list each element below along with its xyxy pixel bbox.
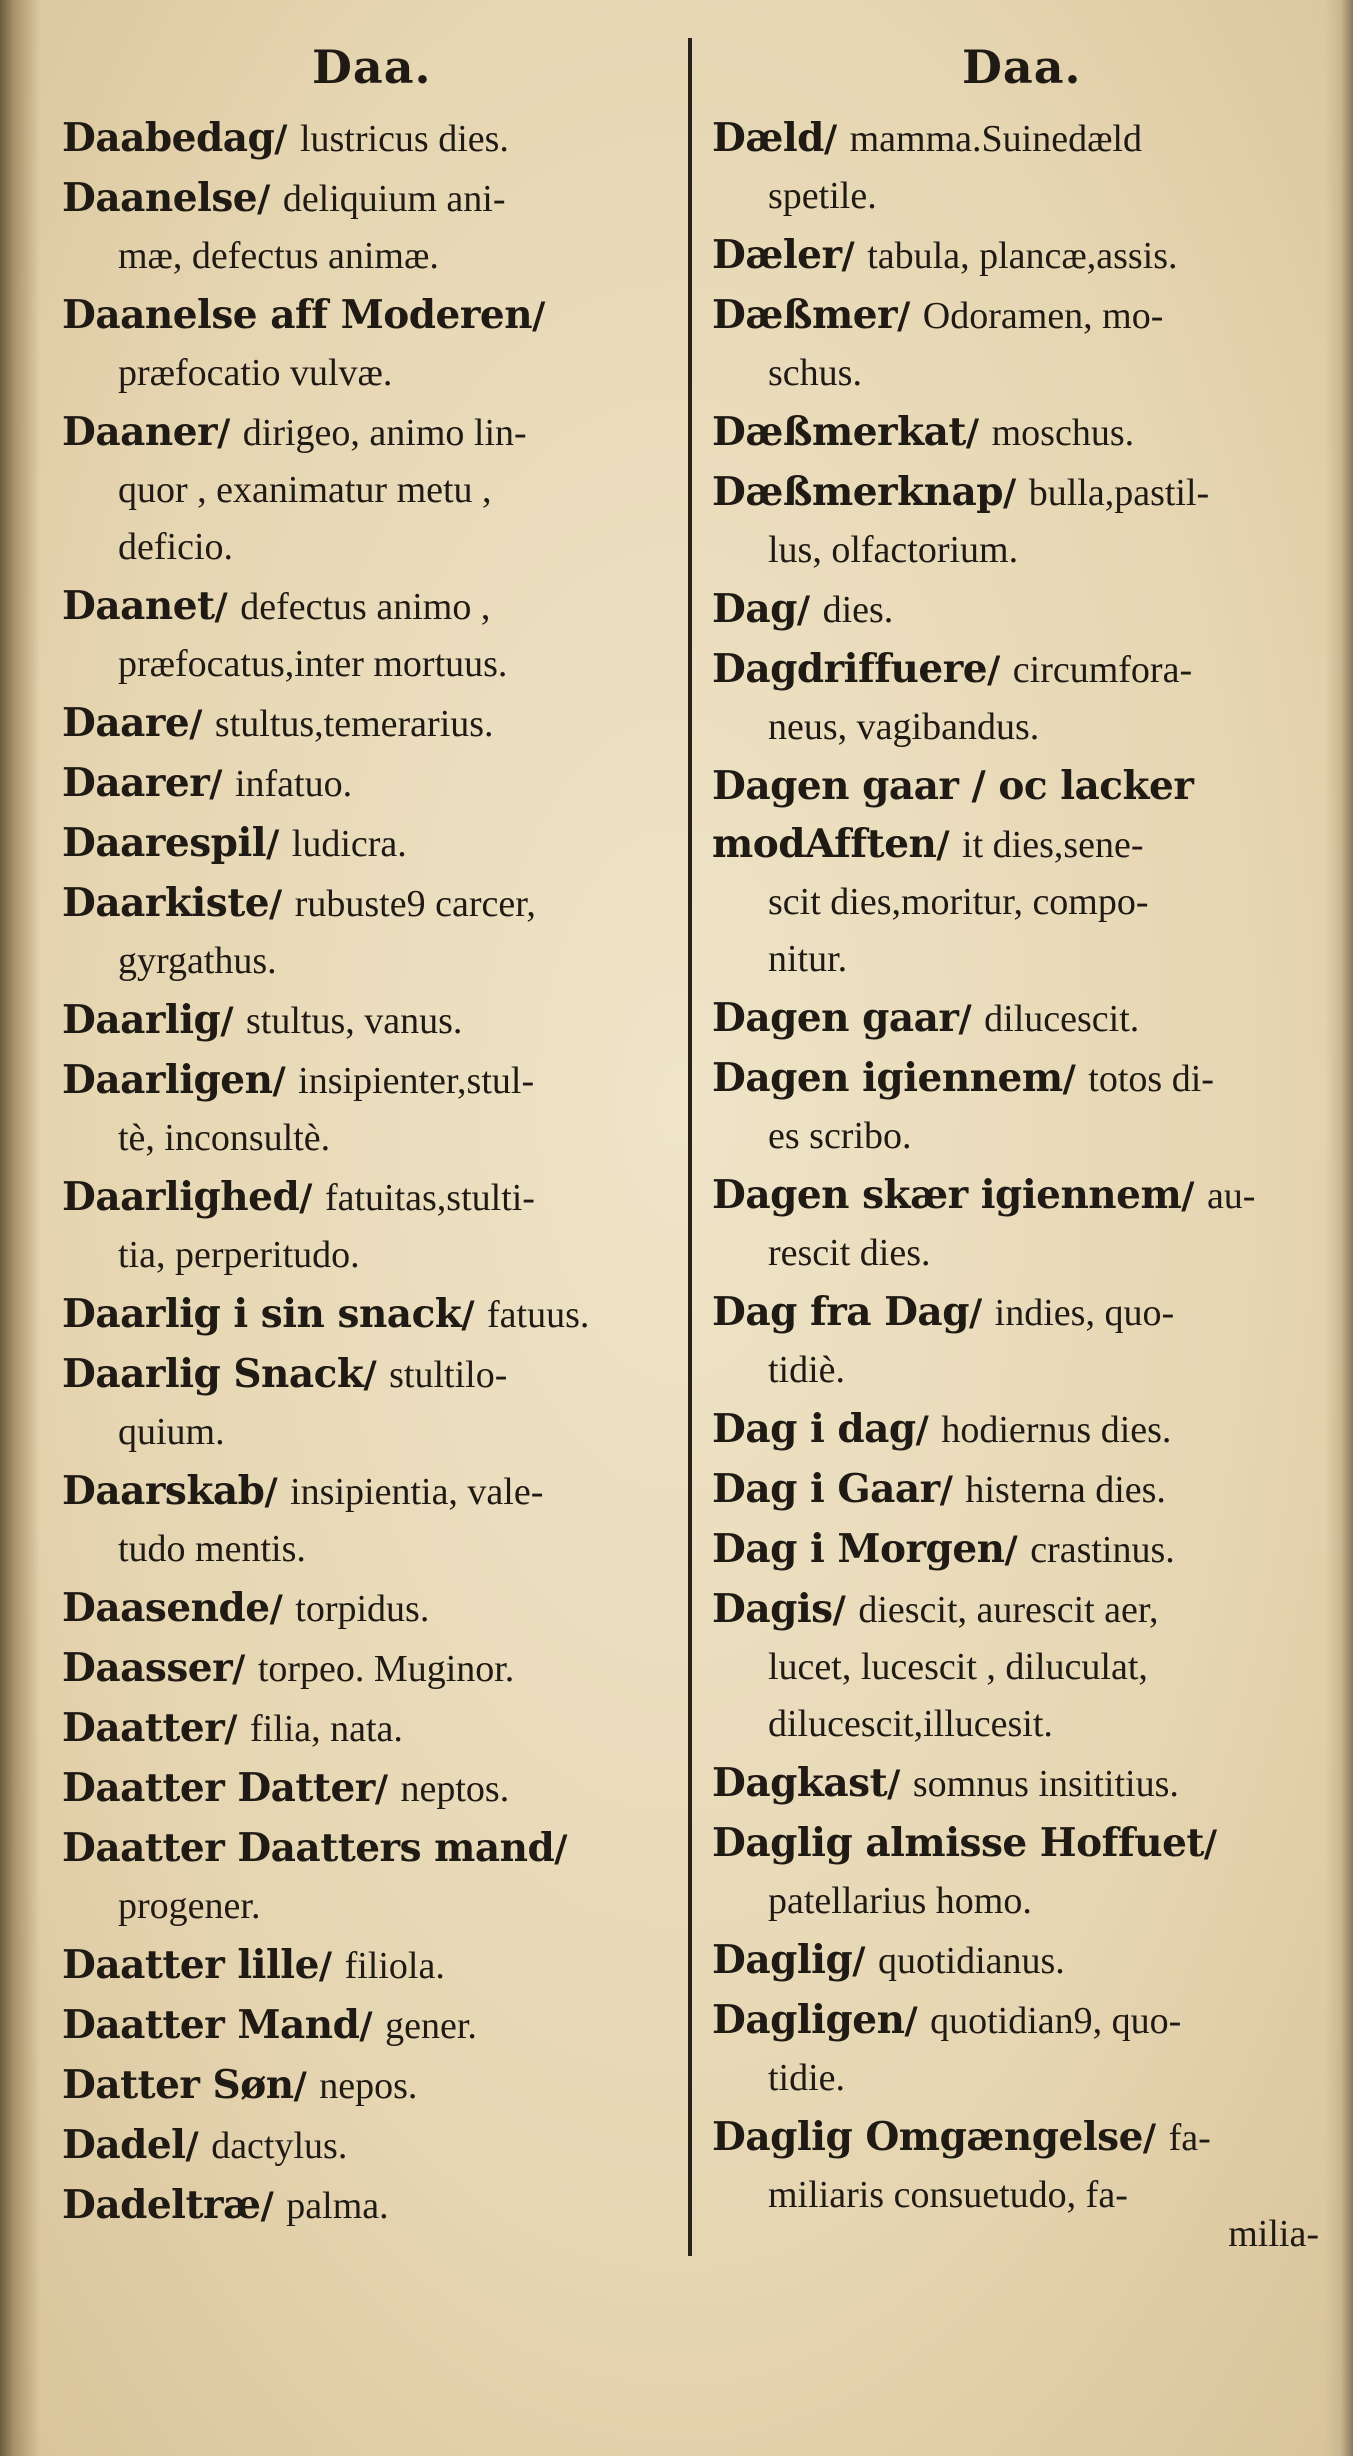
entry-gloss-continuation: rescit dies. xyxy=(768,1232,931,1274)
dictionary-entry xyxy=(62,875,678,990)
entry-headword: Dæßmerkat xyxy=(712,409,966,455)
dictionary-entry xyxy=(712,758,1322,988)
dictionary-entry xyxy=(62,1580,678,1638)
entry-gloss: lustricus dies. xyxy=(299,118,509,160)
entry-separator: / xyxy=(1203,1823,1218,1865)
dictionary-entry xyxy=(712,641,1322,756)
entry-first-line xyxy=(62,815,678,873)
entry-first-line xyxy=(712,1167,1322,1225)
entry-first-line xyxy=(712,990,1322,1048)
entry-gloss: totos di- xyxy=(1088,1058,1214,1100)
entry-separator: / xyxy=(274,118,300,160)
entry-headword: Daaner xyxy=(62,409,218,455)
entry-gloss: quotidianus. xyxy=(877,1940,1065,1982)
entry-gloss-continuation: præfocatus,inter mortuus. xyxy=(118,643,508,685)
catchword: milia- xyxy=(1228,2213,1319,2255)
running-head-left: Daa. xyxy=(312,40,432,94)
entry-separator: / xyxy=(220,1000,246,1042)
entry-headword: Dagen skær igiennem xyxy=(712,1172,1182,1218)
entry-headword: Dadel xyxy=(62,2122,186,2168)
entry-first-line xyxy=(712,1284,1322,1342)
entry-first-line xyxy=(712,404,1322,462)
dictionary-entry xyxy=(712,1581,1322,1753)
entry-gloss: filiola. xyxy=(344,1945,445,1987)
dictionary-entry xyxy=(62,815,678,873)
entry-gloss: defectus animo , xyxy=(240,586,491,628)
dictionary-entry xyxy=(712,464,1322,579)
entry-first-line xyxy=(62,1937,678,1995)
entry-separator: / xyxy=(1062,1058,1089,1100)
entry-headword: Dagis xyxy=(712,1586,833,1632)
entry-first-line xyxy=(712,1521,1322,1579)
dictionary-entry xyxy=(62,1346,678,1461)
entry-headword: Daarer xyxy=(62,760,210,806)
entry-headword: Daare xyxy=(62,700,190,746)
dictionary-entry xyxy=(62,578,678,693)
entry-headword: Dagen igiennem xyxy=(712,1055,1063,1101)
entry-gloss-continuation: schus. xyxy=(768,352,862,394)
entry-headword: Dag i Gaar xyxy=(712,1466,940,1512)
dictionary-entry xyxy=(712,1815,1322,1930)
page-edge xyxy=(1325,0,1353,2456)
entry-first-line xyxy=(62,695,678,753)
entry-separator: / xyxy=(293,2065,320,2107)
dictionary-entry xyxy=(62,1760,678,1818)
dictionary-entry xyxy=(62,1286,678,1344)
entry-gloss: dilucescit. xyxy=(984,998,1140,1040)
entry-first-line xyxy=(712,1461,1322,1519)
entry-gloss: stultus,temerarius. xyxy=(214,703,494,745)
entry-separator: / xyxy=(832,1589,859,1631)
entry-separator: / xyxy=(214,586,241,628)
entry-separator: / xyxy=(260,2185,287,2227)
entry-headword: Daanelse aff Moderen xyxy=(62,292,533,338)
entry-separator: / xyxy=(257,178,283,220)
dictionary-entry xyxy=(62,2057,678,2115)
entry-gloss: gener. xyxy=(385,2005,477,2047)
entry-separator: / xyxy=(1181,1175,1207,1217)
entry-gloss: au- xyxy=(1206,1175,1256,1217)
dictionary-entry xyxy=(62,2177,678,2235)
entry-first-line xyxy=(62,1286,678,1344)
entry-gloss: insipienter,stul- xyxy=(298,1060,535,1102)
entry-headword: Daasende xyxy=(62,1585,270,1631)
entry-gloss: histerna dies. xyxy=(965,1469,1166,1511)
entry-gloss: dactylus. xyxy=(211,2125,348,2167)
entry-gloss-continuation: tia, perperitudo. xyxy=(118,1234,360,1276)
dictionary-entry xyxy=(62,1640,678,1698)
dictionary-entry xyxy=(712,404,1322,462)
dictionary-entry xyxy=(62,992,678,1050)
entry-gloss: neptos. xyxy=(400,1768,510,1810)
dictionary-entry xyxy=(712,1167,1322,1282)
entry-gloss-continuation: tidiè. xyxy=(768,1349,846,1391)
entry-headword: Dæler xyxy=(712,232,842,278)
dictionary-entry xyxy=(62,1463,678,1578)
entry-headword: Dag xyxy=(712,586,797,632)
entry-headword: Dagdriffuere xyxy=(712,646,988,692)
entry-gloss-continuation: spetile. xyxy=(768,175,877,217)
entry-separator: / xyxy=(272,1060,299,1102)
entry-gloss-continuation: præfocatio vulvæ. xyxy=(118,352,393,394)
entry-headword: Daanet xyxy=(62,583,215,629)
entry-gloss: quotidian9, quo- xyxy=(930,2000,1182,2042)
entry-first-line xyxy=(62,287,678,345)
entry-gloss-continuation: miliaris consuetudo, fa- xyxy=(768,2174,1128,2216)
entry-first-line xyxy=(712,1581,1322,1639)
entry-headword: Daarlighed xyxy=(62,1174,300,1220)
entry-first-line xyxy=(62,992,678,1050)
dictionary-entry xyxy=(712,1401,1322,1459)
entry-first-line xyxy=(712,581,1322,639)
entry-separator: / xyxy=(299,1177,325,1219)
entry-separator: / xyxy=(189,703,215,745)
entry-first-line xyxy=(712,641,1322,699)
entry-gloss-continuation: tudo mentis. xyxy=(118,1528,306,1570)
entry-headword: Daatter xyxy=(62,1705,225,1751)
running-head-right: Daa. xyxy=(962,40,1082,94)
entry-gloss: indies, quo- xyxy=(994,1292,1175,1334)
entry-separator: / xyxy=(532,295,546,337)
entry-headword: Dæßmerknap xyxy=(712,469,1004,515)
dictionary-entry xyxy=(712,287,1322,402)
dictionary-entry xyxy=(712,1932,1322,1990)
entry-gloss-continuation: quium. xyxy=(118,1411,225,1453)
dictionary-entry xyxy=(62,755,678,813)
entry-gloss-continuation: tè, inconsultè. xyxy=(118,1117,331,1159)
entry-gloss: fatuitas,stulti- xyxy=(324,1177,535,1219)
dictionary-entry xyxy=(62,1169,678,1284)
entry-gloss: moschus. xyxy=(991,412,1135,454)
entry-first-line xyxy=(712,1401,1322,1459)
entry-gloss: torpeo. Muginor. xyxy=(257,1648,515,1690)
entry-gloss: circumfora- xyxy=(1012,649,1193,691)
entry-separator: / xyxy=(264,1471,291,1513)
entry-first-line xyxy=(62,1640,678,1698)
entry-first-line xyxy=(62,1463,678,1521)
entry-separator: / xyxy=(461,1294,488,1336)
entry-headword: Daglig xyxy=(712,1937,853,1983)
entry-first-line xyxy=(62,1760,678,1818)
entry-separator: / xyxy=(904,2000,931,2042)
entry-gloss-continuation: nitur. xyxy=(768,938,848,980)
dictionary-entry xyxy=(62,287,678,402)
entry-separator: / xyxy=(936,824,963,866)
dictionary-entry xyxy=(62,2117,678,2175)
entry-headword: Daarlig i sin snack xyxy=(62,1291,462,1337)
entry-gloss-continuation: mæ, defectus animæ. xyxy=(118,235,439,277)
entry-first-line xyxy=(62,578,678,636)
entry-headword: Dagkast xyxy=(712,1760,888,1806)
entry-first-line xyxy=(62,170,678,228)
dictionary-entry xyxy=(62,170,678,285)
entry-headword: Dagligen xyxy=(712,1997,905,2043)
entry-headword: Daatter lille xyxy=(62,1942,319,1988)
entry-gloss-continuation: patellarius homo. xyxy=(768,1880,1032,1922)
entry-gloss: ludicra. xyxy=(291,823,407,865)
gutter-shadow xyxy=(0,0,40,2456)
entry-headword: Dæßmer xyxy=(712,292,898,338)
entry-separator: / xyxy=(266,823,292,865)
dictionary-entry xyxy=(62,1052,678,1167)
entry-first-line xyxy=(62,1580,678,1638)
entry-gloss: tabula, plancæ,assis. xyxy=(867,235,1178,277)
entry-headword: Daarlig Snack xyxy=(62,1351,364,1397)
entry-first-line xyxy=(712,1755,1322,1813)
entry-first-line xyxy=(712,110,1322,168)
left-entries xyxy=(62,110,678,2237)
dictionary-entry xyxy=(712,990,1322,1048)
entry-headword: Dagen gaar xyxy=(712,995,959,1041)
entry-first-line xyxy=(62,404,678,462)
dictionary-entry xyxy=(712,110,1322,225)
entry-separator: / xyxy=(217,412,243,454)
entry-first-line xyxy=(62,1997,678,2055)
entry-headword: Daanelse xyxy=(62,175,258,221)
entry-first-line xyxy=(62,1700,678,1758)
entry-first-line xyxy=(712,1815,1322,1873)
entry-headword: Daarespil xyxy=(62,820,267,866)
entry-gloss-continuation: quor , exanimatur metu , xyxy=(118,469,492,511)
entry-gloss: bulla,pastil- xyxy=(1028,472,1210,514)
entry-gloss: mamma.Suinedæld xyxy=(849,118,1142,160)
entry-gloss: torpidus. xyxy=(295,1588,430,1630)
entry-separator: / xyxy=(554,1828,568,1870)
entry-gloss: rubuste9 carcer, xyxy=(294,883,536,925)
entry-first-line xyxy=(62,875,678,933)
entry-gloss: stultilo- xyxy=(389,1354,508,1396)
entry-separator: / xyxy=(185,2125,212,2167)
entry-headword: Dæld xyxy=(712,115,824,161)
entry-gloss: fa- xyxy=(1168,2117,1211,2159)
entry-first-line xyxy=(62,1346,678,1404)
entry-first-line xyxy=(62,1169,678,1227)
dictionary-entry xyxy=(62,1700,678,1758)
entry-gloss: diescit, aurescit aer, xyxy=(858,1589,1159,1631)
entry-gloss-continuation: scit dies,moritur, compo- xyxy=(768,881,1149,923)
entry-separator: / xyxy=(915,1409,942,1451)
column-divider xyxy=(688,38,692,2256)
entry-first-line xyxy=(712,758,1322,874)
entry-separator: / xyxy=(359,2005,386,2047)
entry-gloss: it dies,sene- xyxy=(962,824,1144,866)
entry-headword: Daabedag xyxy=(62,115,275,161)
entry-gloss: somnus insititius. xyxy=(912,1763,1179,1805)
dictionary-entry xyxy=(712,1755,1322,1813)
entry-separator: / xyxy=(232,1648,258,1690)
entry-headword: Dag i Morgen xyxy=(712,1526,1005,1572)
dictionary-entry xyxy=(62,1820,678,1935)
entry-headword: Dagen gaar / oc lacker modAfften xyxy=(712,763,1194,867)
dictionary-entry xyxy=(62,695,678,753)
entry-separator: / xyxy=(897,295,923,337)
entry-headword: Daarkiste xyxy=(62,880,270,926)
entry-separator: / xyxy=(1003,472,1029,514)
entry-headword: Dadeltræ xyxy=(62,2182,261,2228)
entry-separator: / xyxy=(1142,2117,1169,2159)
entry-first-line xyxy=(62,1052,678,1110)
entry-headword: Daglig Omgængelse xyxy=(712,2114,1143,2160)
dictionary-entry xyxy=(712,1521,1322,1579)
entry-gloss-continuation: progener. xyxy=(118,1885,261,1927)
entry-separator: / xyxy=(374,1768,401,1810)
entry-first-line xyxy=(712,287,1322,345)
entry-gloss-continuation: dilucescit,illucesit. xyxy=(768,1703,1053,1745)
entry-separator: / xyxy=(318,1945,345,1987)
entry-gloss: palma. xyxy=(286,2185,389,2227)
entry-separator: / xyxy=(224,1708,250,1750)
dictionary-entry xyxy=(712,1461,1322,1519)
entry-gloss-continuation: es scribo. xyxy=(768,1115,912,1157)
entry-first-line xyxy=(712,1992,1322,2050)
entry-separator: / xyxy=(363,1354,390,1396)
entry-first-line xyxy=(62,1820,678,1878)
entry-headword: Daglig almisse Hoffuet xyxy=(712,1820,1204,1866)
entry-gloss: dies. xyxy=(822,589,894,631)
entry-gloss: fatuus. xyxy=(487,1294,590,1336)
entry-headword: Datter Søn xyxy=(62,2062,294,2108)
entry-first-line xyxy=(712,1050,1322,1108)
dictionary-entry xyxy=(62,1997,678,2055)
entry-gloss-continuation: lus, olfactorium. xyxy=(768,529,1019,571)
entry-gloss: filia, nata. xyxy=(249,1708,403,1750)
entry-headword: Daarligen xyxy=(62,1057,273,1103)
entry-first-line xyxy=(62,110,678,168)
entry-separator: / xyxy=(796,589,823,631)
entry-headword: Dag fra Dag xyxy=(712,1289,969,1335)
entry-gloss-continuation: gyrgathus. xyxy=(118,940,277,982)
dictionary-entry xyxy=(712,1050,1322,1165)
entry-first-line xyxy=(62,755,678,813)
entry-separator: / xyxy=(269,1588,296,1630)
dictionary-entry xyxy=(712,2109,1322,2224)
dictionary-entry xyxy=(62,404,678,576)
entry-separator: / xyxy=(823,118,850,160)
entry-gloss: deliquium ani- xyxy=(282,178,506,220)
entry-separator: / xyxy=(1004,1529,1031,1571)
entry-separator: / xyxy=(987,649,1013,691)
entry-separator: / xyxy=(887,1763,913,1805)
dictionary-entry xyxy=(712,581,1322,639)
entry-gloss: insipientia, vale- xyxy=(290,1471,544,1513)
entry-headword: Dag i dag xyxy=(712,1406,916,1452)
entry-first-line xyxy=(62,2057,678,2115)
entry-gloss-continuation: tidie. xyxy=(768,2057,846,2099)
entry-first-line xyxy=(62,2117,678,2175)
entry-first-line xyxy=(712,1932,1322,1990)
right-entries xyxy=(712,110,1322,2226)
dictionary-entry xyxy=(62,1937,678,1995)
entry-separator: / xyxy=(968,1292,995,1334)
entry-first-line xyxy=(712,2109,1322,2167)
entry-separator: / xyxy=(965,412,992,454)
entry-gloss-continuation: deficio. xyxy=(118,526,234,568)
entry-gloss-continuation: neus, vagibandus. xyxy=(768,706,1040,748)
entry-first-line xyxy=(62,2177,678,2235)
entry-headword: Daatter Daatters mand xyxy=(62,1825,555,1871)
entry-gloss: nepos. xyxy=(319,2065,418,2107)
entry-separator: / xyxy=(939,1469,966,1511)
entry-first-line xyxy=(712,464,1322,522)
entry-headword: Daasser xyxy=(62,1645,233,1691)
entry-separator: / xyxy=(269,883,295,925)
entry-gloss-continuation: lucet, lucescit , diluculat, xyxy=(768,1646,1148,1688)
entry-gloss: stultus, vanus. xyxy=(246,1000,463,1042)
dictionary-entry xyxy=(712,227,1322,285)
entry-gloss: Odoramen, mo- xyxy=(922,295,1164,337)
entry-gloss: dirigeo, animo lin- xyxy=(242,412,527,454)
dictionary-entry xyxy=(62,110,678,168)
entry-headword: Daatter Datter xyxy=(62,1765,375,1811)
entry-headword: Daarlig xyxy=(62,997,221,1043)
entry-separator: / xyxy=(958,998,985,1040)
dictionary-entry xyxy=(712,1992,1322,2107)
dictionary-entry xyxy=(712,1284,1322,1399)
entry-separator: / xyxy=(852,1940,878,1982)
entry-gloss: crastinus. xyxy=(1030,1529,1175,1571)
entry-headword: Daatter Mand xyxy=(62,2002,360,2048)
entry-gloss: infatuo. xyxy=(234,763,353,805)
entry-separator: / xyxy=(209,763,235,805)
entry-headword: Daarskab xyxy=(62,1468,265,1514)
entry-gloss: hodiernus dies. xyxy=(941,1409,1172,1451)
entry-first-line xyxy=(712,227,1322,285)
entry-separator: / xyxy=(841,235,868,277)
